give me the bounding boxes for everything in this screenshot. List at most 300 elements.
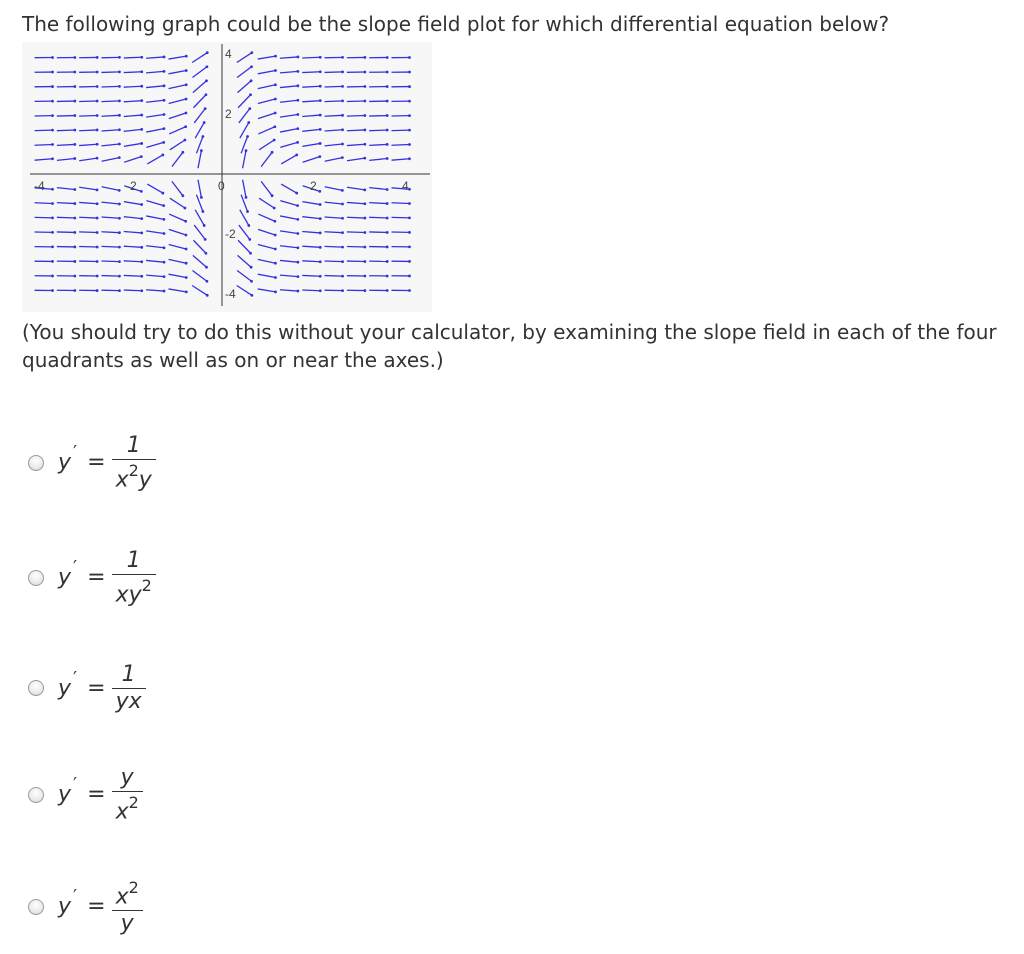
slope-arrowhead [386,202,389,205]
slope-segment [237,53,252,63]
slope-arrowhead [185,262,188,265]
slope-arrowhead [118,189,121,192]
slope-segment [280,100,298,102]
slope-arrowhead [118,99,121,102]
slope-arrowhead [319,128,322,131]
slope-segment [237,67,251,78]
slope-arrowhead [271,151,274,154]
slope-segment [124,101,142,102]
slope-arrowhead [296,70,299,73]
slope-arrowhead [162,204,165,207]
slope-arrowhead [296,99,299,102]
slope-arrowhead [341,217,344,220]
slope-segment [124,115,142,116]
slope-arrowhead [51,85,54,88]
slope-segment [194,225,205,239]
slope-segment [101,232,119,233]
slope-segment [302,143,320,146]
slope-segment [258,274,276,277]
slope-arrowhead [73,289,76,292]
slope-arrowhead [363,217,366,220]
slope-arrowhead [73,246,76,249]
slope-segment [102,187,120,191]
slope-segment [258,259,276,263]
slope-arrowhead [363,188,366,191]
slope-segment [369,130,387,131]
slope-arrowhead [163,218,166,221]
slope-arrowhead [363,275,366,278]
slope-segment [347,187,365,190]
slope-segment [169,85,187,89]
slope-arrowhead [163,232,166,235]
slope-arrowhead [96,188,99,191]
slope-segment [193,240,205,253]
slope-segment [101,202,119,204]
denominator: $x^2$ [115,792,139,825]
slope-arrowhead [319,260,322,263]
slope-arrowhead [341,56,344,59]
slope-arrowhead [386,157,389,160]
slope-arrowhead [363,56,366,59]
slope-arrowhead [140,275,143,278]
slope-segment [57,144,75,145]
slope-arrowhead [363,246,366,249]
slope-arrowhead [205,79,208,82]
answer-option-3[interactable] [28,653,146,723]
slope-arrowhead [273,139,276,142]
slope-segment [258,289,276,292]
slope-segment [369,217,387,218]
slope-segment [302,231,320,232]
slope-arrowhead [295,154,298,157]
slope-arrowhead [319,142,322,145]
slope-segment [237,270,251,281]
equation: y ′ = $\frac{1}{yx}$ [58,663,146,714]
slope-arrowhead [363,100,366,103]
slope-arrowhead [408,216,411,219]
slope-arrowhead [118,275,121,278]
slope-segment [258,99,275,104]
slope-arrowhead [363,202,366,205]
slope-arrowhead [363,129,366,132]
slope-arrowhead [96,246,99,249]
slope-arrowhead [250,65,253,68]
slope-arrowhead [341,156,344,159]
slope-arrowhead [51,129,54,132]
slope-segment [325,276,343,277]
slope-arrowhead [96,143,99,146]
slope-arrowhead [184,207,187,210]
slope-arrowhead [185,112,188,115]
slope-segment [347,217,365,218]
slope-segment [147,184,163,193]
numerator: 1 [126,432,141,458]
slope-segment [302,72,320,73]
slope-segment [280,246,298,248]
slope-arrowhead [73,85,76,88]
slope-arrowhead [163,275,166,278]
slope-segment [192,285,207,295]
slope-segment [258,56,276,59]
slope-segment [79,130,97,131]
slope-arrowhead [203,121,206,124]
slope-segment [198,151,201,169]
slope-segment [169,214,186,221]
equation: y ′ = $\frac{1}{xy^2}$ [58,549,156,607]
slope-segment [258,127,275,134]
slope-arrowhead [296,261,299,264]
slope-segment [258,113,275,119]
slope-arrowhead [295,192,298,195]
slope-segment [79,115,97,116]
slope-arrowhead [246,135,249,138]
slope-segment [347,232,365,233]
fraction [112,434,156,492]
slope-segment [369,158,387,160]
slope-segment [347,115,365,116]
slope-segment [79,158,97,161]
fraction [112,549,156,607]
slope-arrowhead [250,51,253,54]
slope-arrowhead [319,275,322,278]
slope-arrowhead [140,128,143,131]
slope-segment [193,95,205,108]
radio-button[interactable] [28,899,44,915]
slope-arrowhead [161,192,164,195]
slope-arrowhead [140,114,143,117]
slope-segment [280,71,298,72]
answer-option-4[interactable] [28,760,143,830]
slope-segment [124,86,142,87]
slope-arrowhead [200,149,203,152]
slope-segment [258,214,275,221]
slope-arrowhead [96,260,99,263]
slope-segment [280,57,298,58]
slope-arrowhead [341,143,344,146]
slope-segment [369,144,387,145]
radio-button[interactable] [28,455,44,471]
slope-segment [146,246,164,248]
slope-arrowhead [319,85,322,88]
slope-arrowhead [51,231,54,234]
slope-arrowhead [161,154,164,157]
slope-arrowhead [319,70,322,73]
slope-arrowhead [386,129,389,132]
slope-segment [325,246,343,247]
slope-arrowhead [296,204,299,207]
slope-arrowhead [386,100,389,103]
slope-arrowhead [363,260,366,263]
slope-arrowhead [250,294,253,297]
radio-button[interactable] [28,680,44,696]
slope-segment [146,71,164,72]
slope-arrowhead [140,70,143,73]
slope-segment [124,157,141,163]
slope-arrowhead [184,125,187,128]
slope-segment [258,229,275,235]
slope-arrowhead [296,127,299,130]
slope-arrowhead [341,275,344,278]
slope-arrowhead [163,290,166,293]
slope-segment [146,275,164,276]
answer-option-2[interactable] [28,543,156,613]
slope-arrowhead [200,196,203,199]
slope-segment [101,217,119,218]
slope-segment [35,145,53,146]
slope-segment [192,67,206,78]
slope-arrowhead [205,266,208,269]
slope-segment [325,144,343,146]
slope-arrowhead [249,252,252,255]
slope-segment [101,115,119,116]
slope-arrowhead [96,231,99,234]
slope-arrowhead [51,114,54,117]
slope-segment [302,290,320,291]
slope-arrowhead [271,194,274,197]
slope-arrowhead [73,260,76,263]
slope-arrowhead [206,294,209,297]
slope-arrowhead [386,143,389,146]
x-tick-label: -4 [34,179,45,193]
slope-segment [302,86,320,87]
slope-arrowhead [118,70,121,73]
slope-segment [280,201,297,206]
slope-arrowhead [118,203,121,206]
slope-arrowhead [96,289,99,292]
slope-arrowhead [140,246,143,249]
slope-arrowhead [341,203,344,206]
slope-segment [391,145,409,146]
slope-arrowhead [296,141,299,144]
slope-arrowhead [247,121,250,124]
slope-segment [325,115,343,116]
slope-segment [57,217,75,218]
slope-arrowhead [341,189,344,192]
slope-arrowhead [51,56,54,59]
slope-segment [325,232,343,233]
slope-segment [146,201,163,206]
slope-segment [280,260,298,262]
slope-segment [146,115,164,118]
slope-field-plot [22,42,432,312]
slope-segment [79,144,97,145]
slope-arrowhead [96,85,99,88]
slope-segment [238,255,252,267]
slope-segment [238,81,252,93]
slope-segment [303,157,320,163]
slope-arrowhead [51,245,54,248]
slope-segment [172,181,183,195]
slope-arrowhead [248,238,251,241]
slope-segment [325,72,343,73]
slope-arrowhead [386,246,389,249]
slope-segment [259,198,274,208]
slope-arrowhead [274,290,277,293]
answer-option-5[interactable] [28,872,143,942]
slope-segment [238,95,250,108]
fraction-bar [112,574,156,575]
numerator: 1 [121,661,136,687]
slope-arrowhead [319,203,322,206]
slope-arrowhead [363,71,366,74]
slope-segment [243,180,246,198]
slope-arrowhead [96,129,99,132]
slope-segment [101,72,119,73]
slope-arrowhead [118,217,121,220]
slope-arrowhead [51,275,54,278]
slope-segment [347,130,365,131]
slope-arrowhead [274,276,277,279]
slope-arrowhead [96,56,99,59]
slope-arrowhead [341,114,344,117]
slope-segment [124,129,142,131]
slope-segment [280,86,298,88]
slope-arrowhead [318,190,321,193]
fraction [112,663,146,714]
slope-segment [57,203,75,204]
slope-arrowhead [386,217,389,220]
slope-arrowhead [408,245,411,248]
slope-segment [193,255,207,267]
y-tick-label: -2 [225,227,236,241]
slope-segment [280,142,297,147]
slope-arrowhead [73,114,76,117]
slope-arrowhead [408,260,411,263]
slope-arrowhead [319,232,322,235]
slope-arrowhead [118,85,121,88]
slope-segment [101,144,119,146]
slope-segment [325,158,343,162]
numerator: $x^2$ [115,877,139,910]
slope-arrowhead [341,260,344,263]
slope-arrowhead [140,203,143,206]
slope-arrowhead [296,84,299,87]
answer-option-1[interactable] [28,428,156,498]
slope-arrowhead [274,83,277,86]
slope-arrowhead [319,217,322,220]
slope-arrowhead [51,289,54,292]
slope-arrowhead [341,128,344,131]
slope-arrowhead [246,210,249,213]
slope-segment [170,140,185,150]
slope-arrowhead [363,289,366,292]
slope-arrowhead [319,114,322,117]
slope-arrowhead [51,100,54,103]
slope-segment [302,57,320,58]
slope-arrowhead [206,51,209,54]
slope-arrowhead [296,246,299,249]
slope-arrowhead [319,56,322,59]
slope-arrowhead [297,56,300,59]
slope-segment [124,217,142,219]
slope-arrowhead [408,71,411,74]
slope-segment [124,290,142,291]
slope-arrowhead [163,127,166,130]
slope-arrowhead [185,290,188,293]
slope-arrowhead [386,188,389,191]
slope-segment [237,285,252,295]
slope-arrowhead [140,217,143,220]
slope-arrowhead [386,56,389,59]
slope-segment [347,202,365,203]
slope-segment [369,188,387,190]
slope-arrowhead [408,275,411,278]
slope-segment [124,57,142,58]
slope-segment [124,202,142,205]
slope-arrowhead [408,231,411,234]
slope-arrowhead [408,100,411,103]
slope-arrowhead [96,114,99,117]
slope-arrowhead [341,85,344,88]
slope-arrowhead [118,143,121,146]
slope-arrowhead [341,70,344,73]
slope-arrowhead [341,246,344,249]
slope-segment [35,203,53,204]
slope-segment [281,184,297,193]
slope-segment [169,113,186,119]
slope-segment [193,81,207,93]
slope-arrowhead [296,218,299,221]
slope-segment [325,86,343,87]
radio-button[interactable] [28,570,44,586]
slope-arrowhead [408,202,411,205]
slope-segment [101,261,119,262]
slope-arrowhead [319,289,322,292]
slope-segment [124,246,142,247]
slope-arrowhead [96,157,99,160]
slope-arrowhead [204,238,207,241]
slope-arrowhead [185,55,188,58]
slope-segment [325,261,343,262]
slope-arrowhead [185,234,188,237]
slope-segment [261,181,272,195]
slope-arrowhead [273,207,276,210]
slope-arrowhead [386,114,389,117]
slope-segment [79,217,97,218]
slope-arrowhead [96,100,99,103]
slope-segment [239,225,250,239]
slope-segment [170,198,185,208]
slope-arrowhead [245,196,248,199]
slope-arrowhead [118,56,121,59]
slope-segment [194,109,205,123]
slope-arrowhead [140,99,143,102]
x-tick-label: 0 [218,179,225,193]
slope-arrowhead [73,71,76,74]
instruction-note: (You should try to do this without your calculator, by examining the slope field in each of the four quadrants as well as on or near the axes.) [22,320,997,372]
slope-arrowhead [250,280,253,283]
slope-segment [347,101,365,102]
slope-arrowhead [73,100,76,103]
slope-arrowhead [274,248,277,251]
slope-segment [169,274,187,277]
slope-segment [261,152,272,166]
radio-button[interactable] [28,787,44,803]
denominator: y [120,911,134,937]
slope-segment [79,101,97,102]
slope-arrowhead [247,224,250,227]
slope-segment [325,217,343,218]
slope-arrowhead [248,107,251,110]
slope-segment [239,109,250,123]
slope-arrowhead [163,261,166,264]
slope-arrowhead [296,232,299,235]
slope-arrowhead [408,85,411,88]
slope-segment [325,101,343,102]
fraction-bar [112,459,156,460]
denominator: yx [115,688,142,714]
slope-arrowhead [51,188,54,191]
